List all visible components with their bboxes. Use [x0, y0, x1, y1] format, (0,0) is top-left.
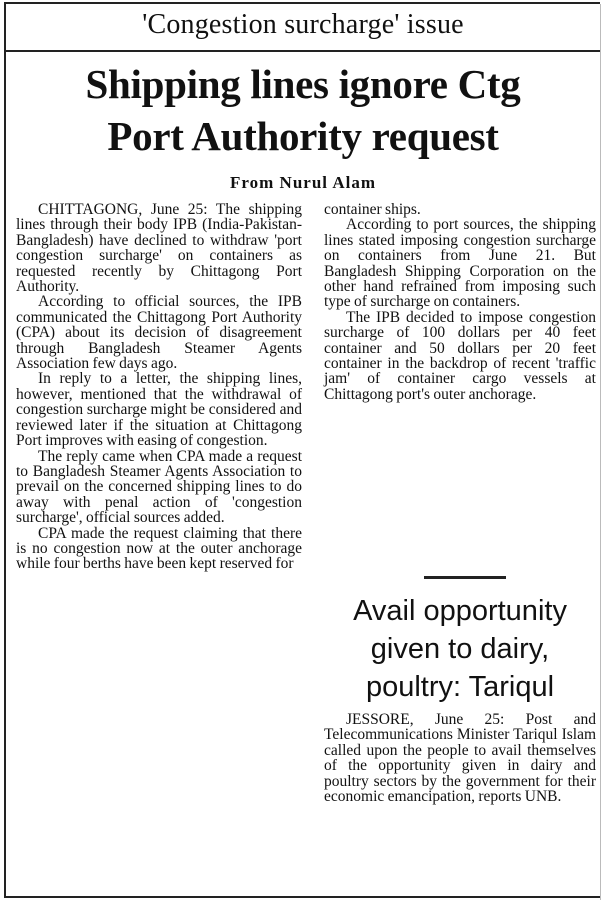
newspaper-clipping [4, 2, 600, 898]
paragraph: The IPB decided to impose congestion surcharge of 100 dollars per 40 feet container and 50 dollars per 20 feet container in the backdrop of recent 'traffic jam' of container cargo vessels at Chittagong port's outer anchorage. [324, 308, 596, 403]
paragraph: container ships. [324, 201, 421, 218]
kicker-divider [6, 50, 600, 52]
story1-column-1 [16, 202, 302, 572]
paragraph: According to port sources, the shipping lines stated imposing congestion surcharge on containers from June 21. But Bangladesh Shipping Corporation on the other hand refrained from imposing such type of surcharge on containers. [324, 216, 596, 311]
byline: From Nurul Alam [230, 173, 376, 192]
headline-line-1: Shipping lines ignore Ctg [85, 61, 521, 107]
paragraph: The reply came when CPA made a request to Bangladesh Steamer Agents Association to prevail on the concerned shipping lines to do away with penal action of 'congestion surcharge', official sources added. [16, 447, 302, 527]
clipping-edge [600, 4, 601, 900]
kicker: 'Congestion surcharge' issue [142, 9, 464, 40]
paragraph: In reply to a letter, the shipping lines, however, mentioned that the withdrawal of congestion surcharge might be considered and reviewed later if the situation at Chittagong Port improves with easing of congestion. [16, 370, 302, 450]
paragraph: According to official sources, the IPB communicated the Chittagong Port Authority (CPA) about its decision of disagreement through Bangladesh Steamer Agents Association few days ago. [16, 293, 302, 373]
paragraph: JESSORE, June 25: Post and Telecommunications Minister Tariqul Islam called upon the people to avail themselves of the opportunity given in dairy and poultry sectors by the government for their economic emancipation, reports UNB. [324, 711, 596, 806]
story-divider [424, 576, 506, 579]
headline-line-2: Port Authority request [107, 113, 499, 159]
story2-body [324, 712, 596, 804]
story2-headline: Avail opportunity given to dairy, poultry: Tariqul [353, 595, 567, 703]
paragraph: CHITTAGONG, June 25: The shipping lines through their body IPB (India-Pakistan-Bangladesh) have declined to withdraw 'port congestion surcharge' on containers as requested recently by Chittagong Port Authority. [16, 201, 302, 296]
story1-column-2 [324, 202, 596, 402]
paragraph: CPA made the request claiming that there is no congestion now at the outer anchorage while four berths have been kept reserved for [16, 524, 302, 573]
headline [6, 58, 600, 162]
